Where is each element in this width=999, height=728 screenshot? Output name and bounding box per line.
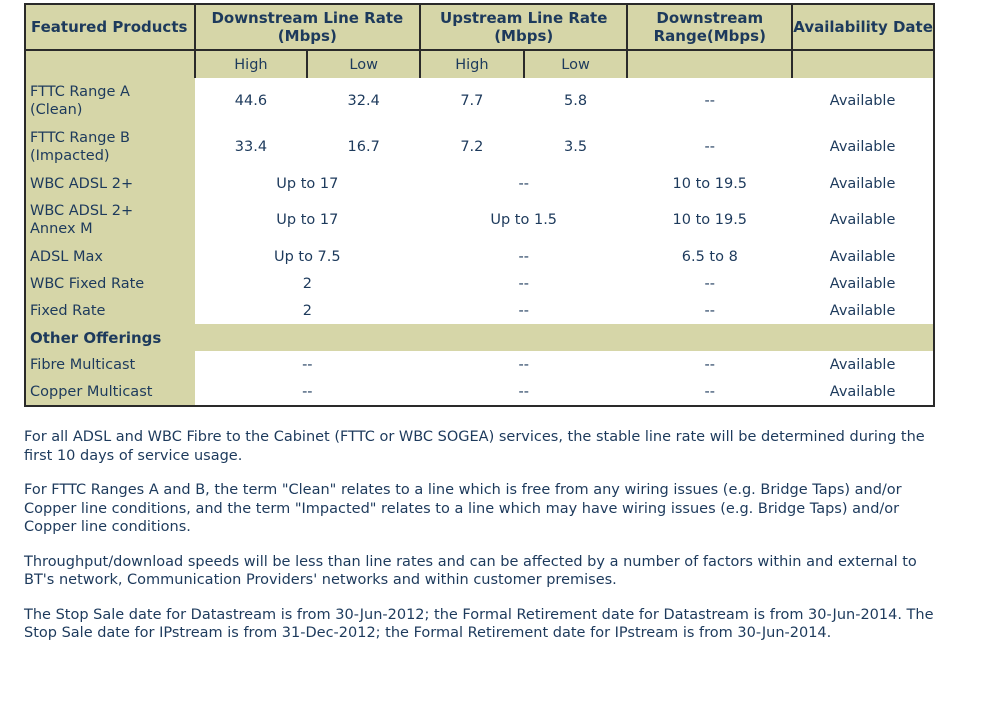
range-cell: 10 to 19.5 <box>627 170 792 197</box>
downstream-cell: Up to 17 <box>195 197 420 243</box>
header-upstream-line-rate: Upstream Line Rate (Mbps) <box>420 4 627 50</box>
featured-products-table <box>24 3 935 407</box>
product-name: WBC ADSL 2+ <box>25 170 195 197</box>
table-row <box>25 243 934 270</box>
other-offerings-heading: Other Offerings <box>25 324 934 351</box>
range-cell: -- <box>627 78 792 124</box>
table-row <box>25 378 934 406</box>
downstream-cell: 2 <box>195 270 420 297</box>
header-downstream-range: Downstream Range(Mbps) <box>627 4 792 50</box>
upstream-cell: -- <box>420 378 627 406</box>
range-cell: 10 to 19.5 <box>627 197 792 243</box>
note-stop-sale: The Stop Sale date for Datastream is from 30-Jun-2012; the Formal Retirement date for Datastream is from 30-Jun-2014. The Stop Sale date for IPstream is from 31-Dec-2012; the Formal Retirement date for IPstream is from 30-Jun-2014. <box>24 606 934 641</box>
note-stable-line-rate: For all ADSL and WBC Fibre to the Cabinet (FTTC or WBC SOGEA) services, the stable line rate will be determined during the first 10 days of service usage. <box>24 429 925 464</box>
availability-cell: Available <box>792 197 934 243</box>
table-header-row <box>25 4 934 50</box>
upstream-cell: -- <box>420 297 627 324</box>
product-name: FTTC Range B (Impacted) <box>25 124 195 170</box>
subheader-up-high: High <box>420 50 524 78</box>
product-name: WBC Fixed Rate <box>25 270 195 297</box>
availability-cell: Available <box>792 378 934 406</box>
down-low-cell: 32.4 <box>307 78 420 124</box>
other-offerings-row <box>25 324 934 351</box>
table-row <box>25 351 934 378</box>
range-cell: 6.5 to 8 <box>627 243 792 270</box>
header-featured-products: Featured Products <box>25 4 195 50</box>
downstream-cell: -- <box>195 378 420 406</box>
subheader-blank <box>627 50 792 78</box>
product-name: FTTC Range A (Clean) <box>25 78 195 124</box>
subheader-up-low: Low <box>524 50 628 78</box>
table-row <box>25 297 934 324</box>
table-row <box>25 270 934 297</box>
availability-cell: Available <box>792 270 934 297</box>
table-row <box>25 170 934 197</box>
downstream-cell: Up to 17 <box>195 170 420 197</box>
subheader-blank <box>792 50 934 78</box>
availability-cell: Available <box>792 78 934 124</box>
note-throughput: Throughput/download speeds will be less than line rates and can be affected by a number of factors within and external to BT's network, Communication Providers' networks and within customer premises. <box>24 553 917 588</box>
range-cell: -- <box>627 297 792 324</box>
product-name: WBC ADSL 2+ Annex M <box>25 197 195 243</box>
availability-cell: Available <box>792 243 934 270</box>
upstream-cell: -- <box>420 351 627 378</box>
range-cell: -- <box>627 124 792 170</box>
header-availability-date: Availability Date <box>792 4 934 50</box>
product-name: ADSL Max <box>25 243 195 270</box>
up-low-cell: 3.5 <box>524 124 628 170</box>
up-high-cell: 7.7 <box>420 78 524 124</box>
product-name: Copper Multicast <box>25 378 195 406</box>
note-clean-impacted: For FTTC Ranges A and B, the term "Clean" relates to a line which is free from any wiring issues (e.g. Bridge Taps) and/or Copper line conditions, and the term "Impacted" relates to a line which may have wiring issues (e.g. Bridge Taps) and/or Copper line conditions. <box>24 482 902 535</box>
table-row <box>25 197 934 243</box>
notes-section <box>24 428 934 659</box>
down-high-cell: 33.4 <box>195 124 308 170</box>
header-downstream-line-rate: Downstream Line Rate (Mbps) <box>195 4 420 50</box>
subheader-blank <box>25 50 195 78</box>
up-low-cell: 5.8 <box>524 78 628 124</box>
range-cell: -- <box>627 351 792 378</box>
downstream-cell: -- <box>195 351 420 378</box>
subheader-down-low: Low <box>307 50 420 78</box>
range-cell: -- <box>627 378 792 406</box>
table-subheader-row <box>25 50 934 78</box>
availability-cell: Available <box>792 124 934 170</box>
table-row <box>25 124 934 170</box>
down-low-cell: 16.7 <box>307 124 420 170</box>
down-high-cell: 44.6 <box>195 78 308 124</box>
product-name: Fibre Multicast <box>25 351 195 378</box>
upstream-cell: Up to 1.5 <box>420 197 627 243</box>
upstream-cell: -- <box>420 170 627 197</box>
downstream-cell: Up to 7.5 <box>195 243 420 270</box>
subheader-down-high: High <box>195 50 308 78</box>
product-name: Fixed Rate <box>25 297 195 324</box>
upstream-cell: -- <box>420 270 627 297</box>
table-row <box>25 78 934 124</box>
downstream-cell: 2 <box>195 297 420 324</box>
upstream-cell: -- <box>420 243 627 270</box>
availability-cell: Available <box>792 170 934 197</box>
availability-cell: Available <box>792 297 934 324</box>
up-high-cell: 7.2 <box>420 124 524 170</box>
availability-cell: Available <box>792 351 934 378</box>
range-cell: -- <box>627 270 792 297</box>
